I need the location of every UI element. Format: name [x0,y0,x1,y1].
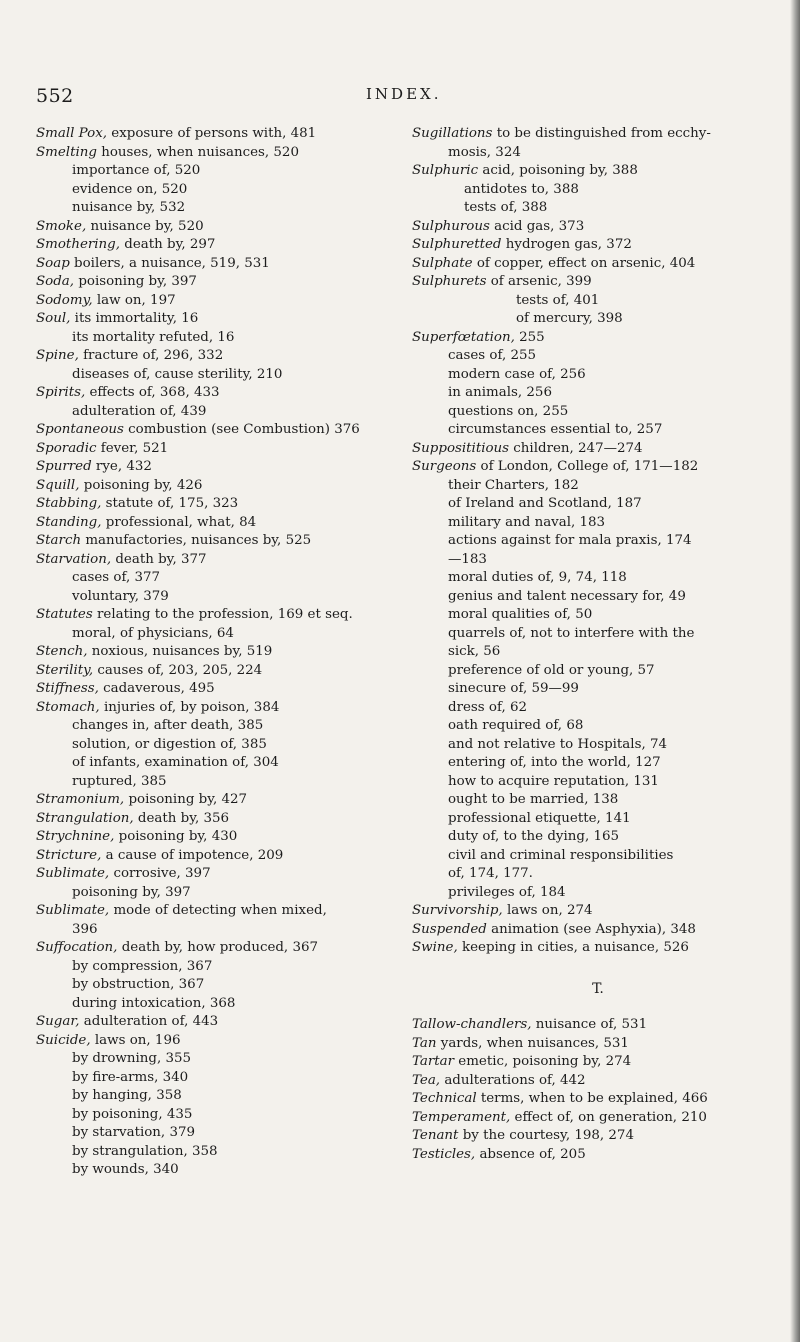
index-subentry [412,865,784,884]
index-text: duty of, to the dying, 165 [448,829,620,844]
index-text: evidence on, 520 [72,181,188,197]
index-entry [36,939,398,958]
index-text: preference of old or young, 57 [448,662,655,678]
index-text: how to acquire reputation, 131 [448,773,659,789]
index-keyword: Starch [36,533,82,548]
index-subentry [36,366,398,385]
index-entry [412,125,784,144]
index-subentry [412,606,784,625]
index-subentry [36,181,398,200]
index-entry [412,1109,784,1128]
index-subentry [36,773,398,792]
index-entry [36,551,398,570]
index-subentry [36,1050,398,1069]
index-subentry [36,884,398,903]
index-text: entering of, into the world, 127 [448,755,661,770]
index-entry [36,699,398,718]
index-text: poisoning by, 427 [124,792,248,807]
index-keyword: Tartar [412,1054,455,1069]
index-text: ought to be married, 138 [448,792,619,807]
index-subentry [36,1069,398,1088]
index-text: tests of, 401 [516,292,600,308]
index-text: adulteration of, 443 [79,1014,219,1029]
index-entry [412,1146,784,1165]
index-keyword: Stricture, [36,847,102,863]
index-subentry [36,162,398,181]
index-text: effects of, 368, 433 [85,385,220,400]
index-text: dress of, 62 [448,699,527,715]
index-text: questions on, 255 [448,403,569,419]
index-entry [412,440,784,459]
index-keyword: Sulphate [412,255,473,271]
index-keyword: Strychnine, [36,829,115,844]
index-text: poisoning by, 397 [72,884,191,900]
index-keyword: Suffocation, [36,940,118,955]
index-entry [36,495,398,514]
index-subentry [412,569,784,588]
index-subentry [412,662,784,681]
index-text: death by, 356 [133,810,230,826]
index-text: moral, of physicians, 64 [72,625,234,641]
index-subentry [412,181,784,200]
index-keyword: Stomach, [36,699,100,715]
index-keyword: Stabbing, [36,496,102,511]
index-keyword: Tenant [412,1128,459,1143]
index-text: injuries of, by poison, 384 [99,699,280,715]
index-text: laws on, 274 [502,903,593,918]
index-keyword: Small Pox, [36,126,108,141]
index-keyword: Tea, [412,1072,441,1088]
index-text: statute of, 175, 323 [101,496,239,511]
index-entry [36,273,398,292]
index-text: of Ireland and Scotland, 187 [448,496,642,511]
index-subentry [412,773,784,792]
index-entry [412,1016,784,1035]
index-text: by hanging, 358 [72,1088,182,1103]
index-entry [412,255,784,274]
index-subentry [36,329,398,348]
index-text: death by, how produced, 367 [117,940,319,955]
index-text: nuisance of, 531 [531,1017,648,1032]
index-keyword: Strangulation, [36,810,134,826]
index-text: cases of, 255 [448,348,537,363]
index-entry [36,458,398,477]
index-entry [36,347,398,366]
index-text: genius and talent necessary for, 49 [448,588,686,604]
index-entry [36,477,398,496]
index-keyword: Sodomy, [36,292,93,308]
index-entry [412,939,784,958]
index-text: death by, 377 [111,551,207,567]
index-keyword: Stramonium, [36,792,125,807]
index-entry [36,1032,398,1051]
index-subentry [36,717,398,736]
index-entry [36,514,398,533]
index-text: by the courtesy, 198, 274 [458,1128,634,1143]
index-keyword: Smelting [36,144,97,160]
index-text: professional, what, 84 [101,514,257,530]
index-subentry [412,717,784,736]
index-subentry [36,199,398,218]
index-subentry [36,1087,398,1106]
index-text: cases of, 377 [72,570,161,585]
index-text: by drowning, 355 [72,1051,192,1066]
index-text: changes in, after death, 385 [72,718,264,733]
page-number: 552 [36,85,74,107]
index-text: combustion (see Combustion) 376 [123,422,360,437]
index-subentry [36,588,398,607]
index-keyword: Squill, [36,477,80,493]
index-subentry [36,1143,398,1162]
index-text: in animals, 256 [448,385,552,400]
index-text: death by, 297 [120,237,216,252]
index-subentry [412,847,784,866]
index-text: fever, 521 [96,440,169,456]
index-keyword: Soda, [36,274,75,289]
index-subentry [36,625,398,644]
index-text: quarrels of, not to interfere with the [448,625,695,641]
index-entry [412,458,784,477]
index-subentry [412,791,784,810]
index-text: poisoning by, 397 [74,274,197,289]
index-subentry [412,477,784,496]
index-text: acid gas, 373 [489,218,585,234]
index-text: adulterations of, 442 [440,1072,586,1088]
index-subentry [412,144,784,163]
index-keyword: Soul, [36,311,71,326]
index-subentry [36,958,398,977]
index-text: of London, College of, 171—182 [476,459,699,474]
index-text: of mercury, 398 [516,311,623,326]
index-keyword: Swine, [412,940,458,955]
index-entry [412,236,784,255]
index-text: professional etiquette, 141 [448,810,631,826]
index-text: of infants, examination of, 304 [72,755,279,770]
index-subentry [412,680,784,699]
index-text: fracture of, 296, 332 [78,348,224,363]
index-entry [412,1035,784,1054]
index-keyword: Smothering, [36,237,120,252]
index-entry [36,847,398,866]
index-text: children, 247—274 [509,440,643,456]
index-text: poisoning by, 430 [114,829,238,844]
index-text: effect of, on generation, 210 [510,1109,707,1125]
index-text: by wounds, 340 [72,1162,179,1177]
index-text: circumstances essential to, 257 [448,422,663,437]
section-letter: T. [592,980,604,997]
index-keyword: Sporadic [36,440,97,456]
index-entry [36,532,398,551]
index-subentry [412,625,784,644]
index-text: tests of, 388 [464,200,548,215]
index-text: nuisance by, 532 [72,200,186,215]
index-keyword: Standing, [36,514,102,530]
index-keyword: Spine, [36,348,79,363]
index-subentry [412,199,784,218]
index-entry [36,218,398,237]
index-keyword: Tan [412,1035,437,1051]
index-text: oath required of, 68 [448,718,584,733]
index-entry [412,218,784,237]
index-text: houses, when nuisances, 520 [96,144,299,160]
index-keyword: Sulphurets [412,274,487,289]
index-subentry [36,736,398,755]
index-keyword: Suspended [412,921,487,937]
index-subentry [36,403,398,422]
index-entry [36,255,398,274]
index-keyword: Sulphuretted [412,237,502,252]
page-edge-shadow [790,0,800,1342]
index-text: mosis, 324 [448,144,521,160]
index-text: their Charters, 182 [448,477,579,493]
index-keyword: Spirits, [36,385,86,400]
index-text: a cause of impotence, 209 [101,847,284,863]
index-text: its mortality refuted, 16 [72,329,235,345]
index-text: 255 [514,329,545,345]
index-text: boilers, a nuisance, 519, 531 [69,255,270,271]
index-entry [412,1053,784,1072]
index-keyword: Surgeons [412,459,477,474]
index-subentry [412,551,784,570]
index-text: modern case of, 256 [448,366,586,382]
index-entry [36,810,398,829]
index-text: by strangulation, 358 [72,1143,218,1159]
index-text: during intoxication, 368 [72,995,236,1011]
index-keyword: Sulphuric [412,163,479,178]
index-subentry [412,292,784,311]
index-text: by starvation, 379 [72,1125,196,1140]
index-text: and not relative to Hospitals, 74 [448,736,667,752]
index-text: —183 [448,551,487,567]
index-entry [36,662,398,681]
running-head: INDEX. [366,85,442,103]
index-entry [36,1013,398,1032]
index-text: animation (see Asphyxia), 348 [486,921,696,937]
index-keyword: Spontaneous [36,422,124,437]
index-column-right [412,125,784,1164]
index-entry [36,144,398,163]
index-text: law on, 197 [92,292,176,308]
index-keyword: Superfœtation, [412,329,515,345]
index-text: its immortality, 16 [70,311,199,326]
index-keyword: Sugillations [412,126,493,141]
index-text: civil and criminal responsibilities [448,847,674,863]
index-text: adulteration of, 439 [72,403,207,419]
index-text: rye, 432 [91,459,152,474]
index-subentry [36,754,398,773]
index-subentry [412,828,784,847]
index-text: privileges of, 184 [448,884,566,900]
index-entry [412,273,784,292]
index-entry [412,1072,784,1091]
index-keyword: Sugar, [36,1014,80,1029]
index-keyword: Sulphurous [412,218,490,234]
index-keyword: Testicles, [412,1146,476,1162]
index-keyword: Temperament, [412,1109,511,1125]
index-text: absence of, 205 [475,1146,586,1162]
index-subentry [412,643,784,662]
index-keyword: Suicide, [36,1032,91,1048]
index-subentry [412,384,784,403]
index-keyword: Supposititious [412,440,510,456]
index-entry [36,865,398,884]
index-keyword: Smoke, [36,218,87,234]
index-text: by fire-arms, 340 [72,1069,189,1085]
index-entry [36,643,398,662]
index-text: poisoning by, 426 [79,477,203,493]
index-subentry [36,1106,398,1125]
index-subentry [36,976,398,995]
index-keyword: Stiffness, [36,681,99,696]
index-text: relating to the profession, 169 et seq. [92,607,353,622]
index-text: by obstruction, 367 [72,977,205,992]
index-text: acid, poisoning by, 388 [478,163,638,178]
index-text: diseases of, cause sterility, 210 [72,366,283,382]
index-text: sick, 56 [448,644,501,659]
index-text: of, 174, 177. [448,866,533,881]
index-entry [412,162,784,181]
index-keyword: Starvation, [36,551,112,567]
index-text: noxious, nuisances by, 519 [87,644,273,659]
index-entry [412,921,784,940]
index-entry [36,440,398,459]
index-text: yards, when nuisances, 531 [436,1035,629,1051]
index-keyword: Stench, [36,644,88,659]
index-subentry [36,1161,398,1180]
index-text: voluntary, 379 [72,588,169,604]
index-subentry [412,403,784,422]
index-entry [36,384,398,403]
index-text: laws on, 196 [90,1032,181,1048]
index-text: 396 [72,921,98,937]
index-text: sinecure of, 59—99 [448,681,579,696]
index-subentry [36,995,398,1014]
index-subentry [412,310,784,329]
index-keyword: Survivorship, [412,903,503,918]
index-text: mode of detecting when mixed, [109,903,327,918]
index-entry [36,791,398,810]
index-text: moral qualities of, 50 [448,607,593,622]
index-text: causes of, 203, 205, 224 [93,662,263,678]
index-entry [412,329,784,348]
index-keyword: Sublimate, [36,903,110,918]
index-entry [36,902,398,921]
index-keyword: Sterility, [36,662,94,678]
index-subentry [412,884,784,903]
index-text: keeping in cities, a nuisance, 526 [457,940,689,955]
index-subentry [412,754,784,773]
index-subentry [36,569,398,588]
index-subentry [412,736,784,755]
index-text: importance of, 520 [72,163,201,178]
index-entry [412,1127,784,1146]
index-text: military and naval, 183 [448,514,606,530]
index-subentry [412,347,784,366]
index-keyword: Statutes [36,607,93,622]
index-entry [412,1090,784,1109]
index-text: manufactories, nuisances by, 525 [81,533,312,548]
index-entry [36,292,398,311]
page-header [0,85,800,107]
index-subentry [412,514,784,533]
index-text: actions against for mala praxis, 174 [448,533,692,548]
index-entry [36,680,398,699]
index-text: terms, when to be explained, 466 [476,1091,708,1106]
index-text: moral duties of, 9, 74, 118 [448,570,627,585]
index-text: to be distinguished from ecchy- [492,126,711,141]
index-subentry [412,588,784,607]
index-subentry [36,921,398,940]
index-text: antidotes to, 388 [464,181,579,197]
index-subentry [412,810,784,829]
index-entry [36,421,398,440]
index-keyword: Soap [36,255,70,271]
index-keyword: Spurred [36,459,92,474]
index-subentry [412,421,784,440]
index-text: by compression, 367 [72,958,213,974]
index-keyword: Tallow-chandlers, [412,1017,532,1032]
index-subentry [412,532,784,551]
index-subentry [412,366,784,385]
index-column-left [36,125,398,1180]
index-text: ruptured, 385 [72,773,167,789]
index-text: of arsenic, 399 [486,274,592,289]
index-text: by poisoning, 435 [72,1106,193,1122]
index-entry [412,902,784,921]
index-subentry [36,1124,398,1143]
index-keyword: Technical [412,1091,477,1106]
index-text: solution, or digestion of, 385 [72,736,267,752]
index-text: hydrogen gas, 372 [501,237,632,252]
index-entry [36,310,398,329]
index-text: exposure of persons with, 481 [107,126,317,141]
index-entry [36,125,398,144]
index-entry [36,236,398,255]
index-entry [36,606,398,625]
index-text: cadaverous, 495 [98,681,215,696]
index-text: nuisance by, 520 [86,218,204,234]
index-text: emetic, poisoning by, 274 [454,1054,632,1069]
index-keyword: Sublimate, [36,866,110,881]
index-text: of copper, effect on arsenic, 404 [472,255,696,271]
index-subentry [412,495,784,514]
index-text: corrosive, 397 [109,866,211,881]
index-entry [36,828,398,847]
index-subentry [412,699,784,718]
